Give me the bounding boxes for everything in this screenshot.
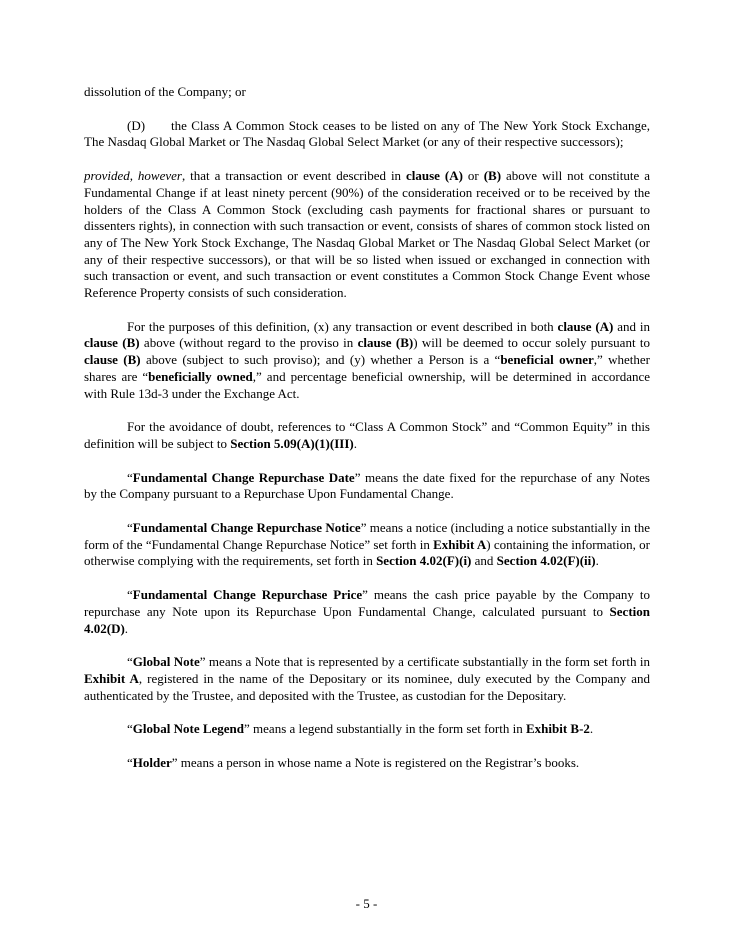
bold-term: Section 4.02(D)	[84, 603, 650, 636]
text-run: ” means a person in whose name a Note is registered on the Registrar’s books.	[171, 755, 580, 771]
bold-term: Exhibit A	[433, 536, 487, 552]
bold-term: Section 5.09(A)(1)(III)	[230, 435, 354, 451]
text-run: , that a transaction or event described in	[181, 168, 407, 184]
paragraph	[84, 319, 650, 403]
text-run: ” means the date fixed for the repurchase of any Notes by the Company pursuant to a Repurchase Upon Fundamental Change.	[84, 469, 650, 502]
paragraph-spacer	[84, 738, 650, 755]
paragraph	[84, 721, 650, 738]
paragraph	[84, 520, 650, 570]
text-run: ) will be deemed to occur solely pursuant to	[413, 335, 650, 351]
bold-term: Exhibit A	[84, 670, 139, 686]
paragraph-spacer	[84, 151, 650, 168]
text-run: (D) the Class A Common Stock ceases to be listed on any of The New York Stock Exchange, The Nasdaq Global Market or The Nasdaq Global Select Market (or any of their respective successors);	[84, 117, 650, 150]
text-run: ” means a notice (including a notice substantially in the form of the “Fundamental Change Repurchase Notice” set forth in	[84, 520, 650, 552]
bold-term: Fundamental Change Repurchase Price	[132, 587, 363, 603]
paragraph	[84, 168, 650, 302]
paragraph-spacer	[84, 101, 650, 118]
paragraph-spacer	[84, 302, 650, 319]
paragraph-spacer	[84, 402, 650, 419]
text-run: , registered in the name of the Depositary or its nominee, duly executed by the Company and authenticated by the Trustee, and deposited with the Trustee, as custodian for the Depositary.	[84, 670, 651, 703]
page-number: - 5 -	[355, 896, 378, 911]
bold-term: clause (B)	[84, 352, 141, 368]
text-run: ,” and percentage beneficial ownership, will be determined in accordance with Rule 13d-3 under the Exchange Act.	[84, 368, 651, 401]
bold-term: Global Note	[132, 654, 200, 670]
text-run: above (without regard to the proviso in	[139, 335, 358, 351]
text-run: “	[127, 654, 133, 670]
bold-term: Global Note Legend	[132, 721, 245, 737]
text-run: “	[127, 721, 133, 737]
paragraph	[84, 755, 650, 772]
paragraph-spacer	[84, 637, 650, 654]
text-run: ” means a Note that is represented by a certificate substantially in the form set forth in	[199, 654, 650, 670]
text-run: “	[127, 520, 133, 536]
text-run: .	[589, 721, 594, 737]
text-run: or	[462, 168, 484, 184]
paragraph-spacer	[84, 704, 650, 721]
bold-term: Holder	[132, 755, 172, 771]
paragraph	[84, 118, 650, 151]
bold-term: Section 4.02(F)(i)	[376, 553, 472, 569]
paragraph-spacer	[84, 570, 650, 587]
text-run: “	[127, 587, 133, 603]
paragraph	[84, 84, 650, 101]
bold-term: beneficial owner	[500, 352, 594, 368]
italic-term: provided, however	[84, 168, 182, 184]
text-run: ) containing the information, or otherwise complying with the requirements, set forth in	[84, 536, 651, 569]
text-run: above will not constitute a Fundamental Change if at least ninety percent (90%) of the consideration received or to be received by the holders of the Class A Common Stock (excluding cash payments for fractional shares or pursuant to dissenters rights), in connection with such transaction or event, consists of shares of common stock listed on any of The New York Stock Exchange, The Nasdaq Global Market or The Nasdaq Global Select Market (or any of their respective successors), or that will be so listed when issued or exchanged in connection with such transaction or event, and such transaction or event constitutes a Common Stock Change Event whose Reference Property consists of such consideration.	[84, 168, 650, 301]
bold-term: Fundamental Change Repurchase Notice	[132, 520, 361, 536]
text-run: and in	[613, 318, 651, 334]
bold-term: clause (A)	[406, 168, 463, 184]
text-run: “	[127, 755, 133, 771]
text-run: .	[353, 435, 357, 451]
text-run: For the purposes of this definition, (x) any transaction or event described in both	[127, 318, 558, 334]
bold-term: (B)	[483, 168, 502, 184]
paragraph	[84, 419, 650, 452]
bold-term: clause (B)	[84, 335, 140, 351]
paragraph-spacer	[84, 453, 650, 470]
paragraph	[84, 587, 650, 637]
bold-term: Fundamental Change Repurchase Date	[132, 469, 355, 485]
text-run: ,” whether shares are “	[84, 352, 650, 384]
bold-term: beneficially owned	[148, 368, 253, 384]
paragraph	[84, 470, 650, 503]
text-run: and	[471, 553, 497, 569]
bold-term: Section 4.02(F)(ii)	[496, 553, 596, 569]
paragraph-spacer	[84, 503, 650, 520]
text-run: above (subject to such proviso); and (y) whether a Person is a “	[140, 352, 501, 368]
text-run: dissolution of the Company; or	[84, 84, 246, 99]
text-run: For the avoidance of doubt, references to “Class A Common Stock” and “Common Equity” in this definition will be subject to	[84, 419, 650, 451]
bold-term: Exhibit B-2	[525, 721, 590, 737]
bold-term: clause (A)	[557, 318, 614, 334]
text-run: .	[124, 620, 129, 636]
text-run: .	[595, 553, 599, 569]
text-run: ” means the cash price payable by the Company to repurchase any Note upon its Repurchase Upon Fundamental Change, calculated pursuant to	[84, 587, 650, 619]
document-page	[84, 84, 650, 772]
bold-term: clause (B)	[357, 335, 414, 351]
text-run: “	[127, 469, 133, 485]
paragraph	[84, 654, 650, 704]
text-run: ” means a legend substantially in the form set forth in	[244, 721, 526, 737]
